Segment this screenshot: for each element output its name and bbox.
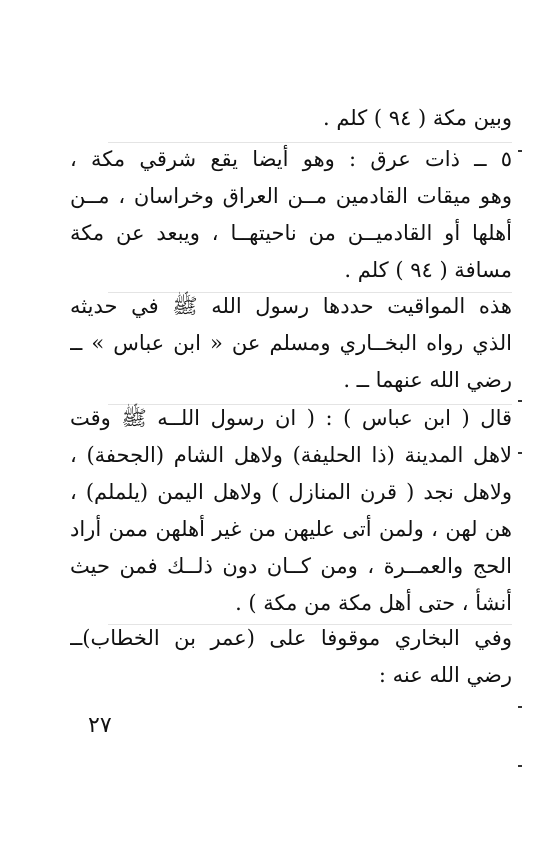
paragraph-1: [70, 100, 512, 137]
text-line: هذه المواقيت حددها رسول الله ﷺ في حديثه: [70, 294, 512, 318]
page-number: ٢٧: [88, 713, 112, 738]
text-line: رضي الله عنه :: [378, 663, 512, 687]
paragraph-2: [70, 141, 512, 289]
margin-mark: [518, 452, 522, 454]
text-line: أهلها أو القادميــن من ناحيتهــا ، ويبعد عن مكة: [70, 221, 512, 245]
text-line: وهو ميقات القادمين مــن العراق وخراسان ، مــن: [70, 184, 512, 208]
text-line: الحج والعمــرة ، ومن كــان دون ذلــك فمن حيث: [70, 554, 512, 578]
text-line: أنشأ ، حتى أهل مكة من مكة ) .: [235, 591, 512, 615]
text-line: وفي البخاري موقوفا على (عمر بن الخطاب)ــ: [70, 626, 512, 650]
margin-mark: [518, 706, 522, 708]
margin-mark: [518, 150, 522, 152]
text-line: رضي الله عنهما ــ .: [343, 368, 512, 392]
text-line: لاهل المدينة (ذا الحليفة) ولاهل الشام (الجحفة) ،: [70, 443, 512, 467]
paragraph-4: [70, 400, 512, 622]
text-line: قال ( ابن عباس ) : ( ان رسول اللــه ﷺ وقت: [70, 406, 512, 430]
text-line: الذي رواه البخــاري ومسلم عن « ابن عباس » ــ: [70, 331, 512, 355]
margin-mark: [518, 400, 522, 402]
text-line: وبين مكة ( ٩٤ ) كلم .: [322, 106, 512, 130]
text-line: ٥ ــ ذات عرق : وهو أيضا يقع شرقي مكة ،: [70, 147, 512, 171]
margin-mark: [518, 765, 522, 767]
text-line: ولاهل نجد ( قرن المنازل ) ولاهل اليمن (يلملم) ،: [70, 480, 512, 504]
paragraph-3: [70, 288, 512, 399]
text-line: مسافة ( ٩٤ ) كلم .: [344, 258, 512, 282]
paragraph-5: [70, 620, 512, 694]
text-line: هن لهن ، ولمن أتى عليهن من غير أهلهن ممن أراد: [70, 517, 512, 541]
